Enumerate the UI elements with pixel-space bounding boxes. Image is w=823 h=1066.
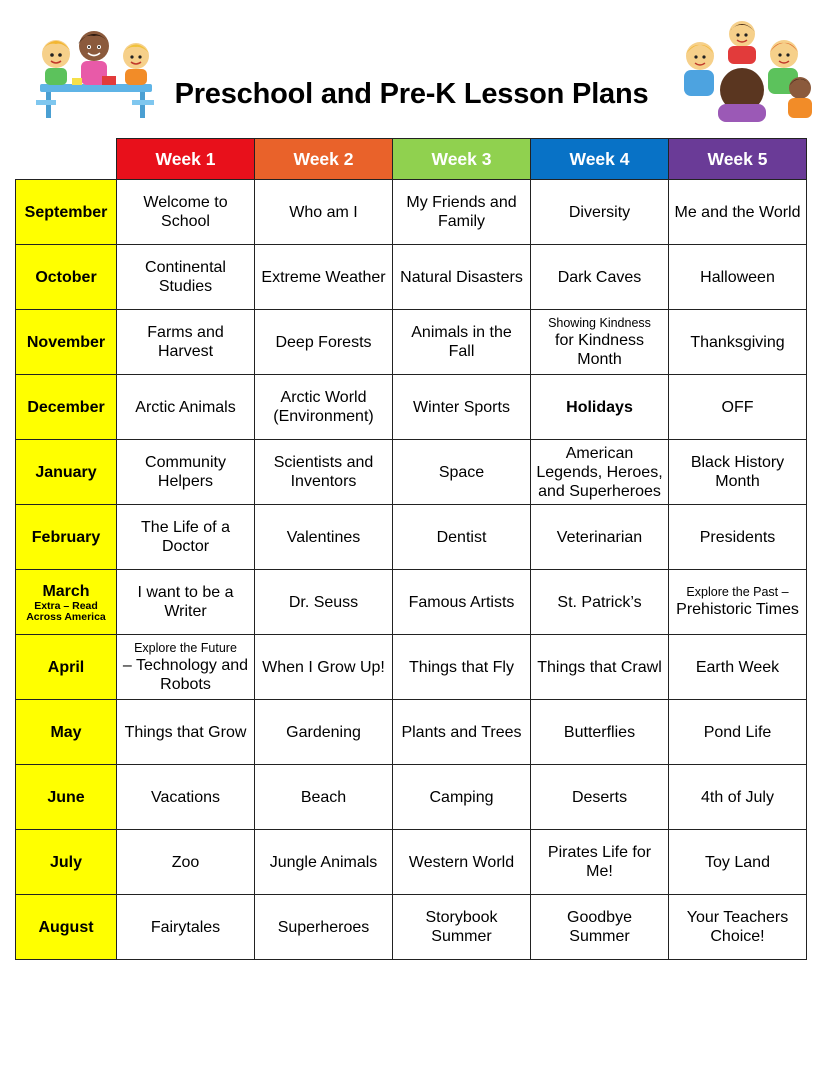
- lesson-cell: [117, 245, 255, 310]
- month-label: [16, 375, 117, 440]
- lesson-cell: [393, 635, 531, 700]
- week-header: Week 1: [117, 139, 255, 180]
- month-row: [16, 245, 807, 310]
- lesson-cell: [393, 375, 531, 440]
- lesson-cell: [669, 310, 807, 375]
- lesson-cell: [117, 310, 255, 375]
- lesson-topic: Animals in the Fall: [411, 324, 512, 360]
- lesson-topic: When I Grow Up!: [262, 658, 385, 676]
- lesson-topic: American Legends, Heroes, and Superheroes: [536, 444, 663, 500]
- lesson-cell: [393, 570, 531, 635]
- lesson-cell: [669, 180, 807, 245]
- month-row: [16, 635, 807, 700]
- month-name: August: [38, 918, 94, 936]
- lesson-topic: Extreme Weather: [261, 268, 386, 286]
- lesson-cell: [393, 245, 531, 310]
- lesson-cell: [255, 830, 393, 895]
- lesson-topic: Diversity: [568, 203, 631, 221]
- lesson-cell: [531, 700, 669, 765]
- lesson-topic: The Life of a Doctor: [141, 519, 230, 555]
- lesson-cell: [255, 245, 393, 310]
- lesson-cell: [117, 830, 255, 895]
- lesson-topic: Earth Week: [695, 658, 780, 676]
- lesson-topic: Beach: [300, 788, 347, 806]
- lesson-cell: [255, 505, 393, 570]
- lesson-cell: [669, 635, 807, 700]
- lesson-cell: [393, 310, 531, 375]
- lesson-cell: [669, 505, 807, 570]
- month-label: [16, 245, 117, 310]
- lesson-topic: Famous Artists: [408, 593, 515, 611]
- lesson-cell: [393, 765, 531, 830]
- lesson-cell: [117, 570, 255, 635]
- lesson-topic: Things that Grow: [124, 723, 247, 741]
- lesson-topic: Western World: [408, 853, 515, 871]
- lesson-topic: Dark Caves: [557, 268, 642, 286]
- lesson-cell: [669, 440, 807, 505]
- week-header: Week 2: [255, 139, 393, 180]
- lesson-cell: [669, 895, 807, 960]
- lesson-topic: Space: [438, 463, 485, 481]
- month-name: December: [27, 398, 105, 416]
- lesson-cell: [255, 700, 393, 765]
- lesson-cell: [531, 895, 669, 960]
- lesson-topic: Pirates Life for Me!: [547, 844, 652, 880]
- month-row: [16, 180, 807, 245]
- lesson-topic: Winter Sports: [413, 398, 510, 416]
- lesson-topic: Arctic World (Environment): [273, 389, 374, 425]
- month-name: October: [35, 268, 97, 286]
- lesson-topic: Dr. Seuss: [288, 593, 359, 611]
- month-name: March: [42, 582, 90, 600]
- lesson-cell: [393, 505, 531, 570]
- month-row: [16, 440, 807, 505]
- lesson-topic: Toy Land: [705, 853, 770, 871]
- month-name: January: [35, 463, 97, 481]
- lesson-topic: Things that Fly: [409, 658, 514, 676]
- lesson-cell: [669, 245, 807, 310]
- month-row: [16, 505, 807, 570]
- month-name: September: [24, 203, 108, 221]
- lesson-plan-table: [15, 138, 807, 960]
- lesson-cell: [669, 765, 807, 830]
- month-row: [16, 830, 807, 895]
- lesson-topic: OFF: [721, 398, 754, 416]
- lesson-topic: – Technology and Robots: [122, 656, 249, 693]
- lesson-topic: Plants and Trees: [401, 723, 522, 741]
- lesson-cell: [531, 765, 669, 830]
- lesson-topic: Goodbye Summer: [567, 909, 632, 945]
- lesson-cell: [531, 180, 669, 245]
- month-name: June: [47, 788, 85, 806]
- month-row: [16, 700, 807, 765]
- lesson-cell: [393, 830, 531, 895]
- lesson-cell: [117, 375, 255, 440]
- lesson-cell: [531, 830, 669, 895]
- month-row: [16, 570, 807, 635]
- lesson-cell: [669, 700, 807, 765]
- lesson-topic: Things that Crawl: [537, 658, 662, 676]
- lesson-topic: Jungle Animals: [269, 853, 378, 871]
- lesson-topic: My Friends and Family: [406, 194, 517, 230]
- lesson-topic: Natural Disasters: [400, 268, 523, 286]
- month-label: [16, 180, 117, 245]
- lesson-cell: [255, 765, 393, 830]
- week-header: Week 4: [531, 139, 669, 180]
- lesson-topic: Welcome to School: [143, 194, 228, 230]
- lesson-topic: Vacations: [150, 788, 221, 806]
- lesson-topic: Gardening: [286, 723, 361, 741]
- lesson-topic: Me and the World: [674, 203, 801, 221]
- lesson-cell: [255, 635, 393, 700]
- lesson-topic: Camping: [429, 788, 494, 806]
- month-name: November: [26, 333, 106, 351]
- lesson-topic: Fairytales: [150, 918, 221, 936]
- corner-cell: [16, 139, 117, 180]
- lesson-topic: Dentist: [436, 528, 487, 546]
- month-name: February: [31, 528, 101, 546]
- month-row: [16, 765, 807, 830]
- lesson-topic: 4th of July: [701, 788, 774, 806]
- lesson-cell: [117, 440, 255, 505]
- lesson-topic: Continental Studies: [145, 259, 226, 295]
- lesson-cell: [117, 700, 255, 765]
- month-label: [16, 440, 117, 505]
- lesson-topic: Thanksgiving: [690, 333, 785, 351]
- lesson-topic: Storybook Summer: [425, 909, 498, 945]
- month-label: [16, 505, 117, 570]
- lesson-topic: Superheroes: [277, 918, 370, 936]
- lesson-cell: [393, 895, 531, 960]
- lesson-topic: Pond Life: [703, 723, 772, 741]
- lesson-topic: St. Patrick’s: [557, 593, 642, 611]
- lesson-cell: [531, 635, 669, 700]
- lesson-cell: [531, 375, 669, 440]
- lesson-topic: Butterflies: [563, 723, 636, 741]
- lesson-cell: [255, 570, 393, 635]
- lesson-topic: Arctic Animals: [135, 398, 236, 416]
- lesson-cell: [255, 375, 393, 440]
- month-row: [16, 895, 807, 960]
- lesson-cell: [117, 895, 255, 960]
- lesson-topic: for Kindness Month: [555, 331, 644, 368]
- month-name: May: [50, 723, 82, 741]
- lesson-cell: [255, 180, 393, 245]
- month-label: [16, 570, 117, 635]
- lesson-topic: Scientists and Inventors: [273, 454, 374, 490]
- lesson-topic: Holidays: [566, 398, 633, 416]
- lesson-cell: [531, 245, 669, 310]
- kids-group-illustration: [668, 12, 813, 122]
- lesson-cell: [117, 635, 255, 700]
- lesson-topic: Prehistoric Times: [676, 601, 799, 618]
- lesson-prefix: Showing Kindness: [548, 315, 651, 330]
- lesson-cell: [531, 310, 669, 375]
- month-row: [16, 375, 807, 440]
- lesson-cell: [669, 570, 807, 635]
- lesson-topic: Veterinarian: [556, 528, 643, 546]
- month-label: [16, 765, 117, 830]
- month-label: [16, 830, 117, 895]
- lesson-cell: [531, 505, 669, 570]
- month-name: July: [49, 853, 82, 871]
- lesson-cell: [393, 440, 531, 505]
- lesson-cell: [117, 505, 255, 570]
- month-note: Extra – Read Across America: [26, 599, 106, 623]
- lesson-topic: Farms and Harvest: [147, 324, 224, 360]
- lesson-cell: [393, 700, 531, 765]
- month-row: [16, 310, 807, 375]
- lesson-cell: [669, 830, 807, 895]
- header-row: [16, 139, 807, 180]
- lesson-cell: [669, 375, 807, 440]
- week-header: Week 3: [393, 139, 531, 180]
- lesson-topic: Halloween: [700, 268, 775, 286]
- lesson-topic: Presidents: [699, 528, 776, 546]
- lesson-topic: Who am I: [289, 203, 358, 221]
- lesson-cell: [255, 895, 393, 960]
- lesson-topic: Deserts: [571, 788, 628, 806]
- lesson-cell: [531, 570, 669, 635]
- month-label: [16, 635, 117, 700]
- week-header: Week 5: [669, 139, 807, 180]
- lesson-cell: [117, 180, 255, 245]
- lesson-topic: Valentines: [286, 528, 361, 546]
- month-label: [16, 310, 117, 375]
- lesson-topic: Black History Month: [690, 454, 785, 490]
- lesson-plan-body: [16, 180, 807, 960]
- month-label: [16, 895, 117, 960]
- lesson-cell: [255, 440, 393, 505]
- lesson-topic: Zoo: [171, 853, 200, 871]
- page-title: Preschool and Pre-K Lesson Plans: [174, 78, 649, 110]
- month-name: April: [47, 658, 85, 676]
- month-label: [16, 700, 117, 765]
- lesson-topic: Community Helpers: [145, 454, 226, 490]
- lesson-prefix: Explore the Past –: [686, 585, 789, 599]
- lesson-cell: [531, 440, 669, 505]
- lesson-cell: [117, 765, 255, 830]
- lesson-prefix: Explore the Future: [134, 640, 237, 655]
- lesson-cell: [255, 310, 393, 375]
- lesson-cell: [393, 180, 531, 245]
- lesson-topic: Your Teachers Choice!: [686, 909, 789, 945]
- lesson-topic: I want to be a Writer: [137, 584, 234, 620]
- lesson-topic: Deep Forests: [275, 333, 372, 351]
